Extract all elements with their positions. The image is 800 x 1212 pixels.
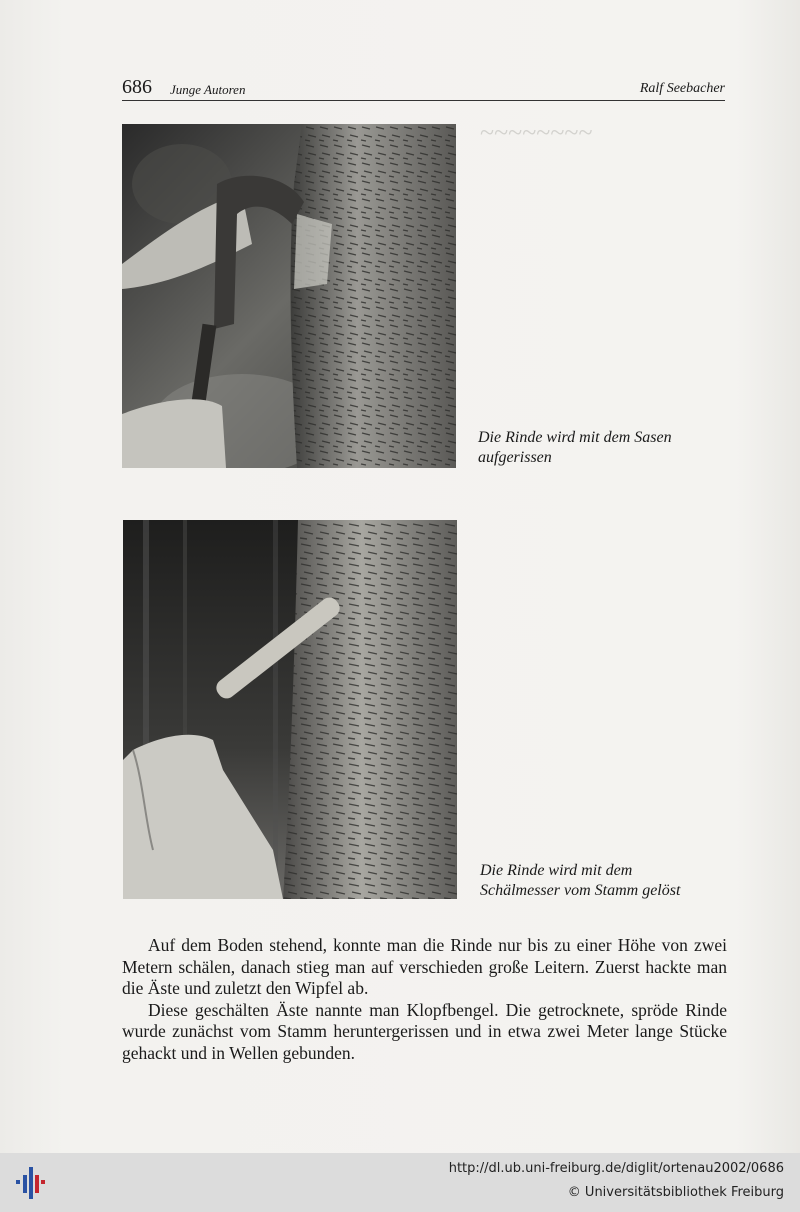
paragraph-2: Diese geschälten Äste nannte man Klopfbengel. Die getrocknete, spröde Rinde wurde zunächst vom Stamm heruntergerissen und in etwa zwei Meter lange Stücke gehackt und in Wellen gebunden. xyxy=(122,999,727,1063)
show-through-text: ~~~~~~~~ xyxy=(480,118,593,147)
photo-sasen-bark-tearing xyxy=(122,124,456,468)
caption-photo-1-line1: Die Rinde wird mit dem Sasen xyxy=(478,429,672,446)
caption-photo-2-line1: Die Rinde wird mit dem xyxy=(480,862,633,879)
page-number: 686 xyxy=(122,76,152,98)
source-url-link[interactable]: http://dl.ub.uni-freiburg.de/diglit/ortenau2002/0686 xyxy=(448,1161,784,1176)
copyright-notice: © Universitätsbibliothek Freiburg xyxy=(567,1185,784,1200)
running-title: Junge Autoren xyxy=(170,82,246,97)
running-author: Ralf Seebacher xyxy=(639,81,725,96)
body-text xyxy=(122,935,727,1064)
caption-photo-2 xyxy=(480,861,740,901)
page-header xyxy=(122,76,725,101)
paragraph-1: Auf dem Boden stehend, konnte man die Rinde nur bis zu einer Höhe von zwei Metern schälen, danach stieg man auf verschieden große Leitern. Zuerst hackte man die Äste und zuletzt den Wipfel ab. xyxy=(122,935,727,998)
photo-schaelmesser-bark-peeling xyxy=(123,520,457,899)
viewer-footer xyxy=(0,1153,800,1212)
caption-photo-1-line2: aufgerissen xyxy=(478,449,552,466)
caption-photo-2-line2: Schälmesser vom Stamm gelöst xyxy=(480,882,681,899)
ub-freiburg-logo-icon xyxy=(10,1163,50,1203)
caption-photo-1 xyxy=(478,428,738,468)
